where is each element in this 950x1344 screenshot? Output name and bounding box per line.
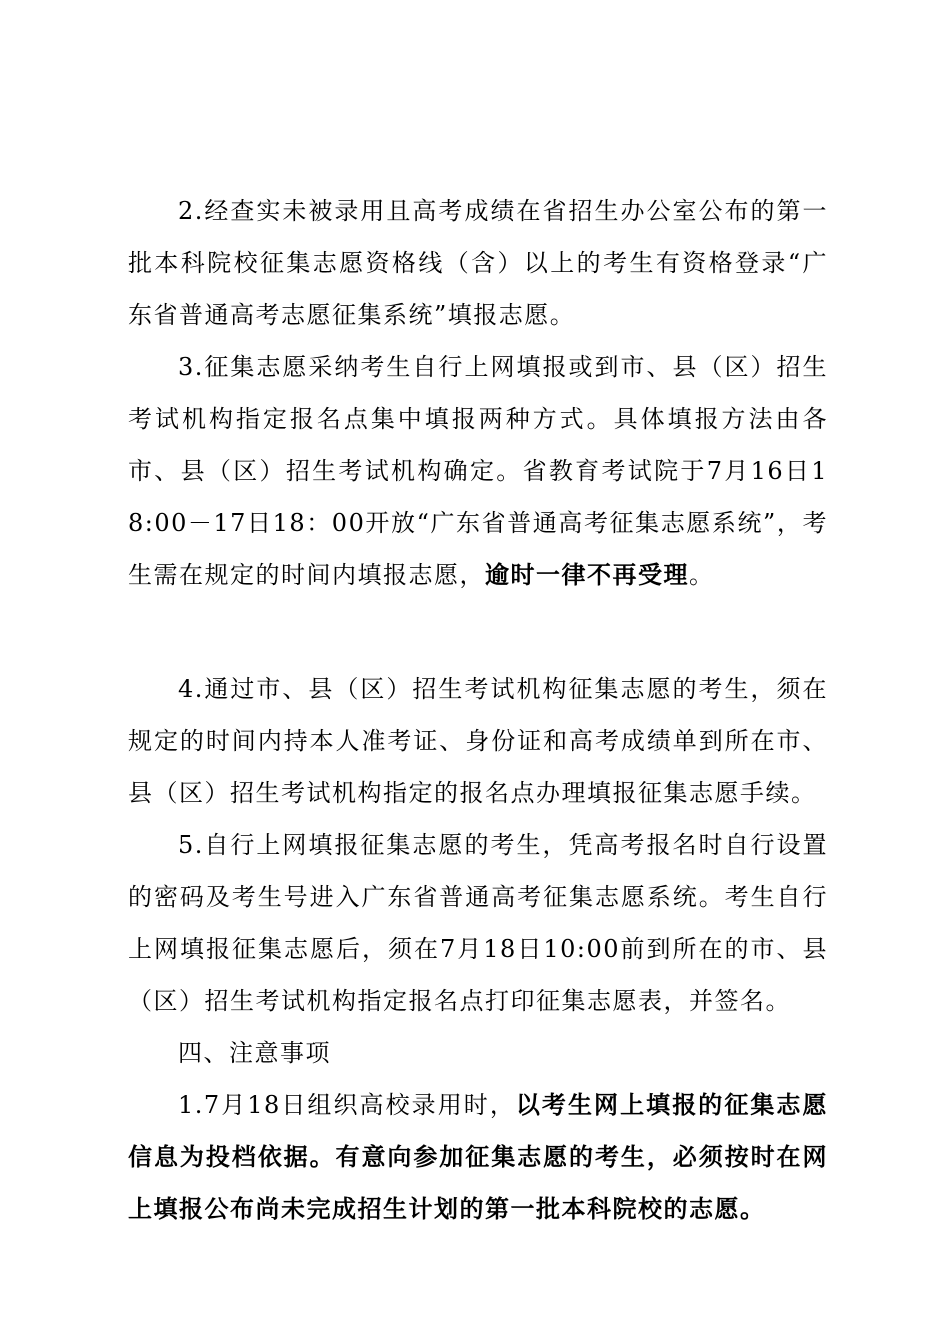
notes-item-1 — [128, 1079, 828, 1235]
notes-item-1-emphasis: 以考生网上填报的征集志愿信息为投档依据。有意向参加征集志愿的考生，必须按时在网上填报公布尚未完成招生计划的第一批本科院校的志愿。 — [128, 1090, 828, 1223]
paragraph-item-5: 5.自行上网填报征集志愿的考生，凭高考报名时自行设置的密码及考生号进入广东省普通高考征集志愿系统。考生自行上网填报征集志愿后，须在7月18日10:00前到所在的市、县（区）招生考试机构指定报名点打印征集志愿表，并签名。 — [128, 831, 828, 1015]
paragraph-spacer — [128, 601, 828, 663]
paragraph-item-2: 2.经查实未被录用且高考成绩在省招生办公室公布的第一批本科院校征集志愿资格线（含）以上的考生有资格登录“广东省普通高考志愿征集系统”填报志愿。 — [128, 197, 828, 329]
notes-item-1-text: 1.7月18日组织高校录用时， — [178, 1091, 516, 1119]
paragraph-item-3-emphasis: 逾时一律不再受理 — [485, 560, 689, 589]
paragraph-item-3-end: 。 — [689, 561, 715, 589]
paragraph-item-3 — [128, 341, 828, 601]
paragraph-item-4: 4.通过市、县（区）招生考试机构征集志愿的考生，须在规定的时间内持本人准考证、身份证和高考成绩单到所在市、县（区）招生考试机构指定的报名点办理填报征集志愿手续。 — [128, 675, 828, 807]
document-body — [128, 185, 828, 1235]
section-heading-notes: 四、注意事项 — [178, 1039, 331, 1067]
paragraph-item-3-text: 3.征集志愿采纳考生自行上网填报或到市、县（区）招生考试机构指定报名点集中填报两种方式。具体填报方法由各市、县（区）招生考试机构确定。省教育考试院于7月16日18:00－17日18：00开放“广东省普通高考征集志愿系统”，考生需在规定的时间内填报志愿， — [128, 353, 828, 589]
